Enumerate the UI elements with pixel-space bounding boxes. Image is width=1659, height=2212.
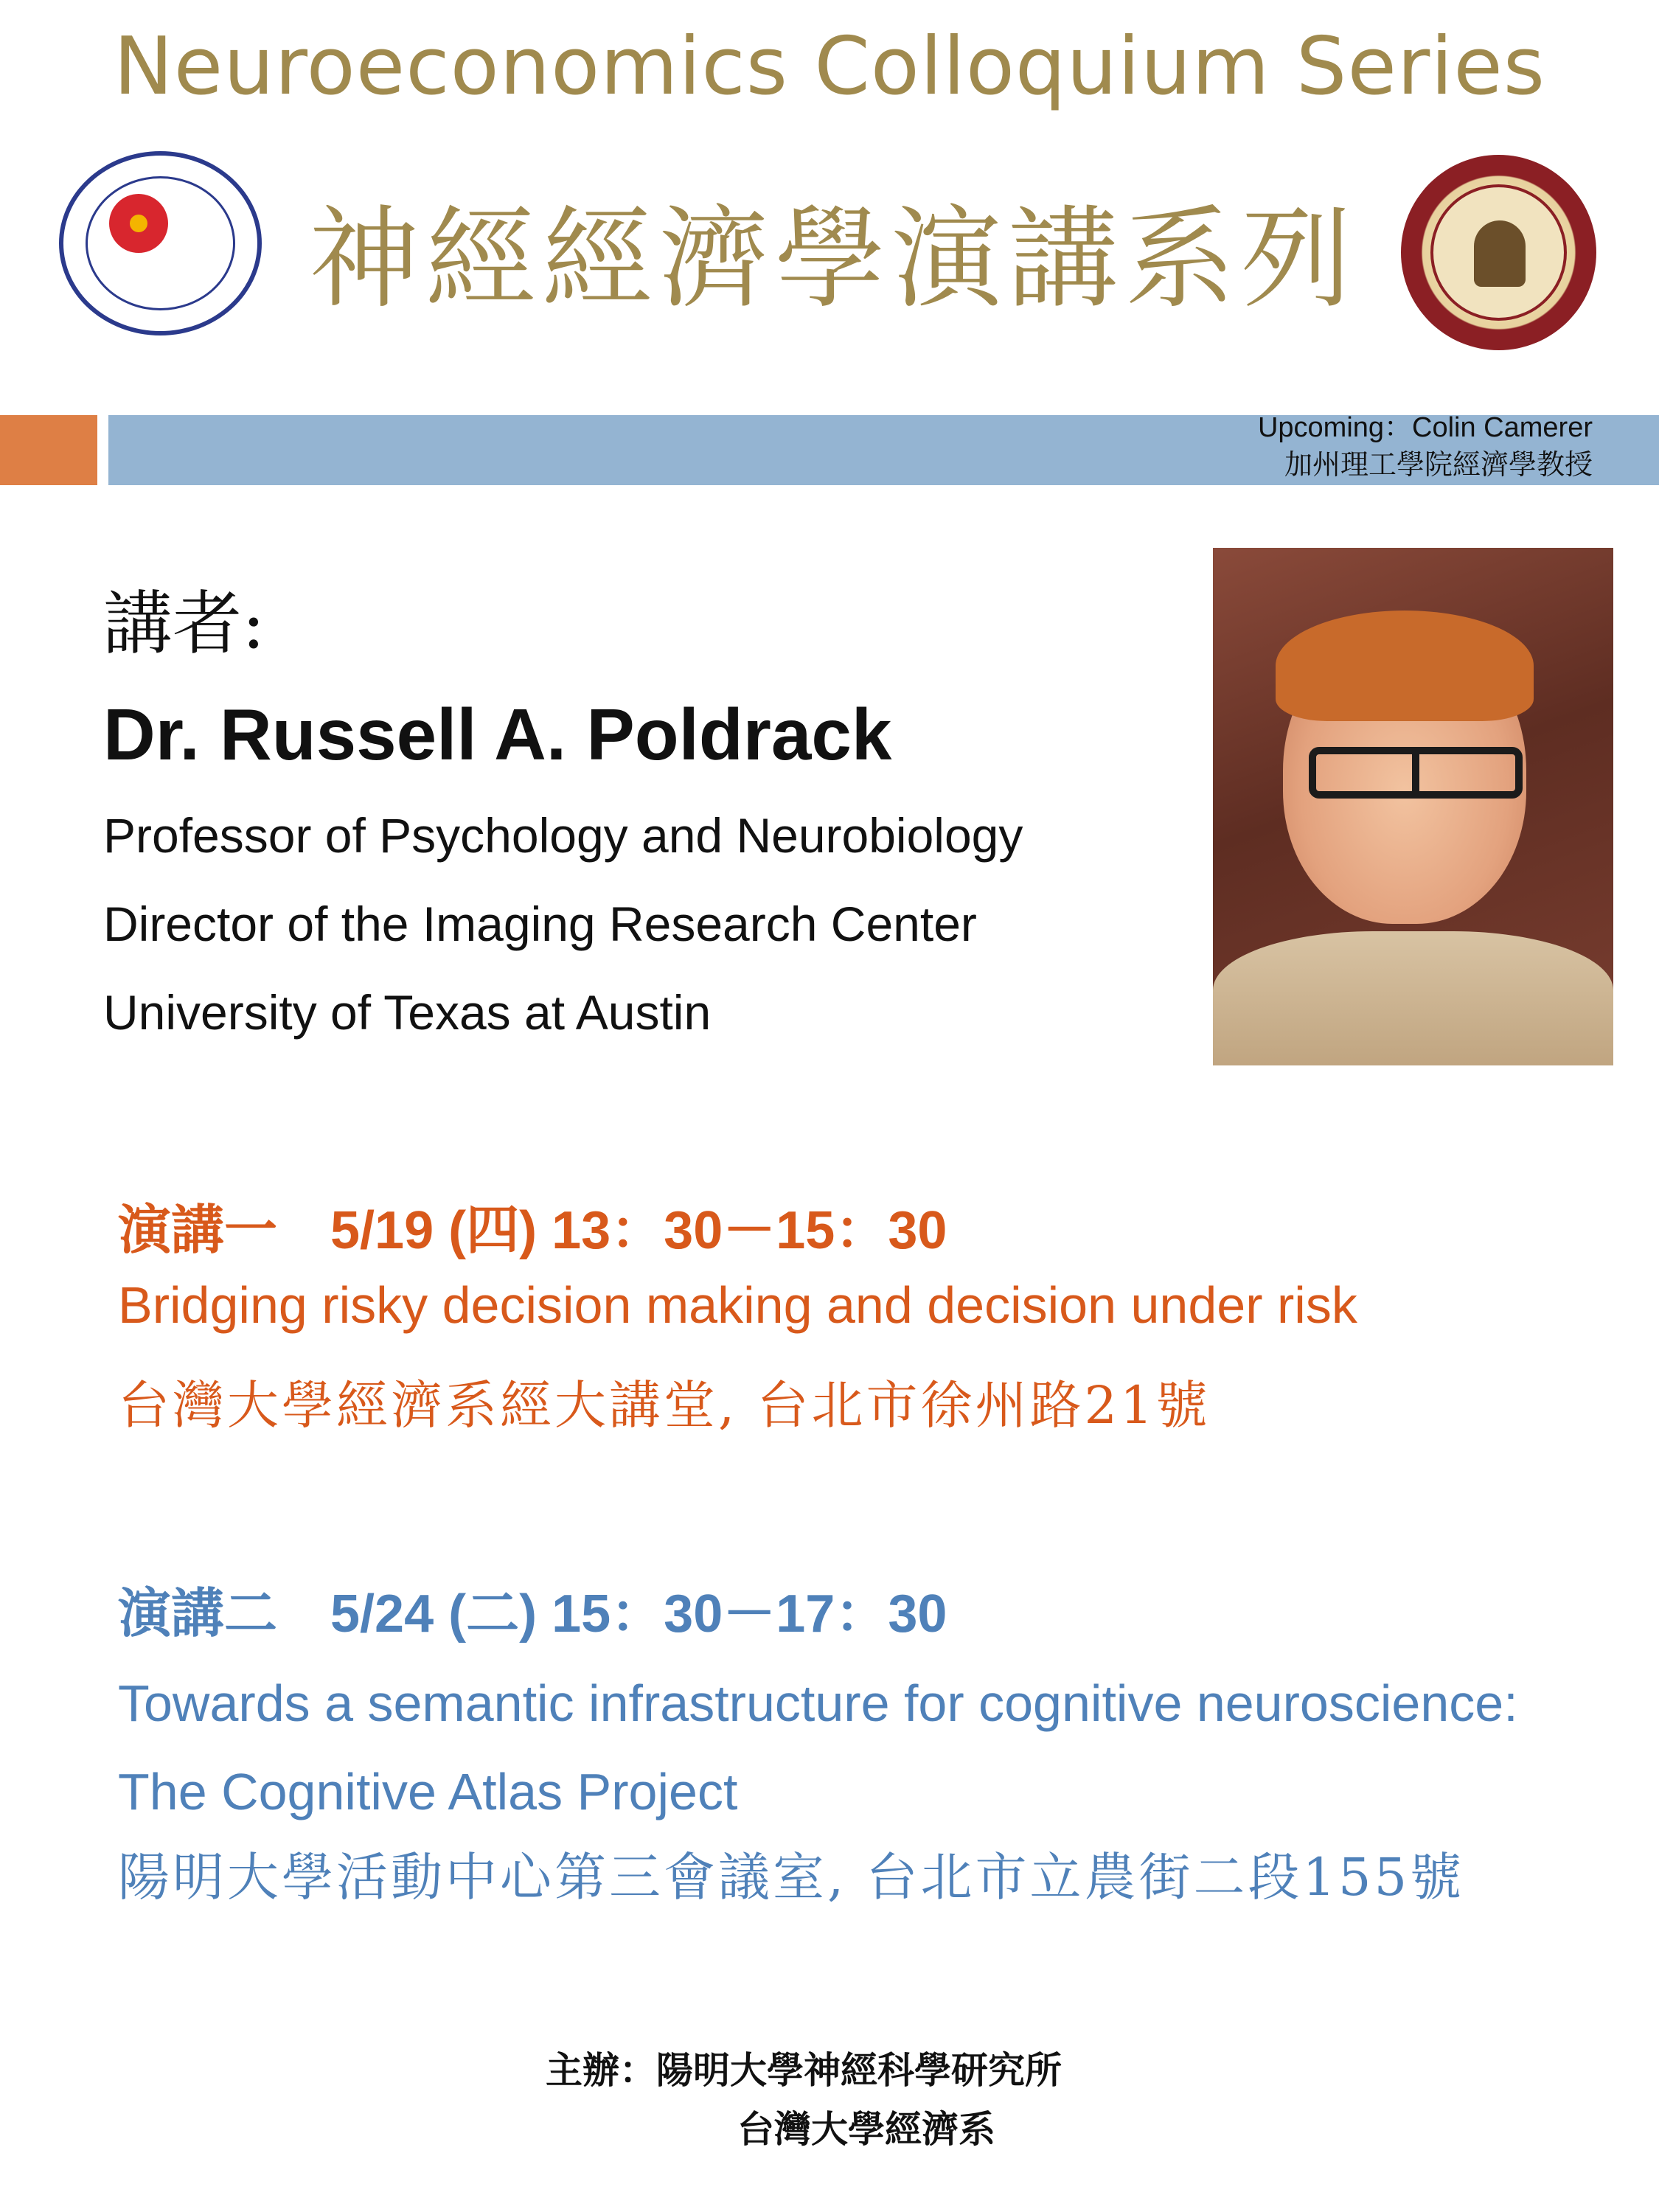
upcoming-affiliation: 加州理工學院經濟學教授 — [1284, 448, 1593, 481]
series-title-en: Neuroeconomics Colloquium Series — [113, 21, 1546, 113]
upcoming-notice — [1209, 409, 1593, 483]
upcoming-speaker: Upcoming：Colin Camerer — [1257, 412, 1593, 443]
accent-bar — [0, 415, 97, 485]
talk-2-heading: 演講二 5/24 (二) 15：30－17：30 — [118, 1585, 947, 1644]
talk-1-location: 台灣大學經濟系經大講堂, 台北市徐州路21號 — [118, 1375, 1211, 1436]
series-title-zh: 神經經濟學演講系列 — [308, 195, 1357, 324]
talk-2-location: 陽明大學活動中心第三會議室, 台北市立農街二段155號 — [118, 1847, 1465, 1907]
speaker-title-3: University of Texas at Austin — [103, 985, 712, 1040]
talk-1-title: Bridging risky decision making and decision under risk — [118, 1276, 1357, 1334]
host-line-2: 台灣大學經濟系 — [737, 2107, 995, 2151]
taiwan-university-logo — [1401, 155, 1596, 350]
yang-ming-university-logo — [59, 151, 262, 335]
speaker-title-1: Professor of Psychology and Neurobiology — [103, 808, 1023, 863]
speaker-name: Dr. Russell A. Poldrack — [103, 694, 892, 775]
host-line-1: 主辦：陽明大學神經科學研究所 — [546, 2048, 1062, 2092]
speaker-photo — [1213, 548, 1613, 1065]
speaker-title-2: Director of the Imaging Research Center — [103, 897, 977, 951]
talk-2-title: Towards a semantic infrastructure for cognitive neuroscience: The Cognitive Atlas Project — [118, 1674, 1518, 1820]
speaker-label: 講者: — [103, 584, 265, 664]
talk-1-heading: 演講一 5/19 (四) 13：30－15：30 — [118, 1201, 947, 1260]
